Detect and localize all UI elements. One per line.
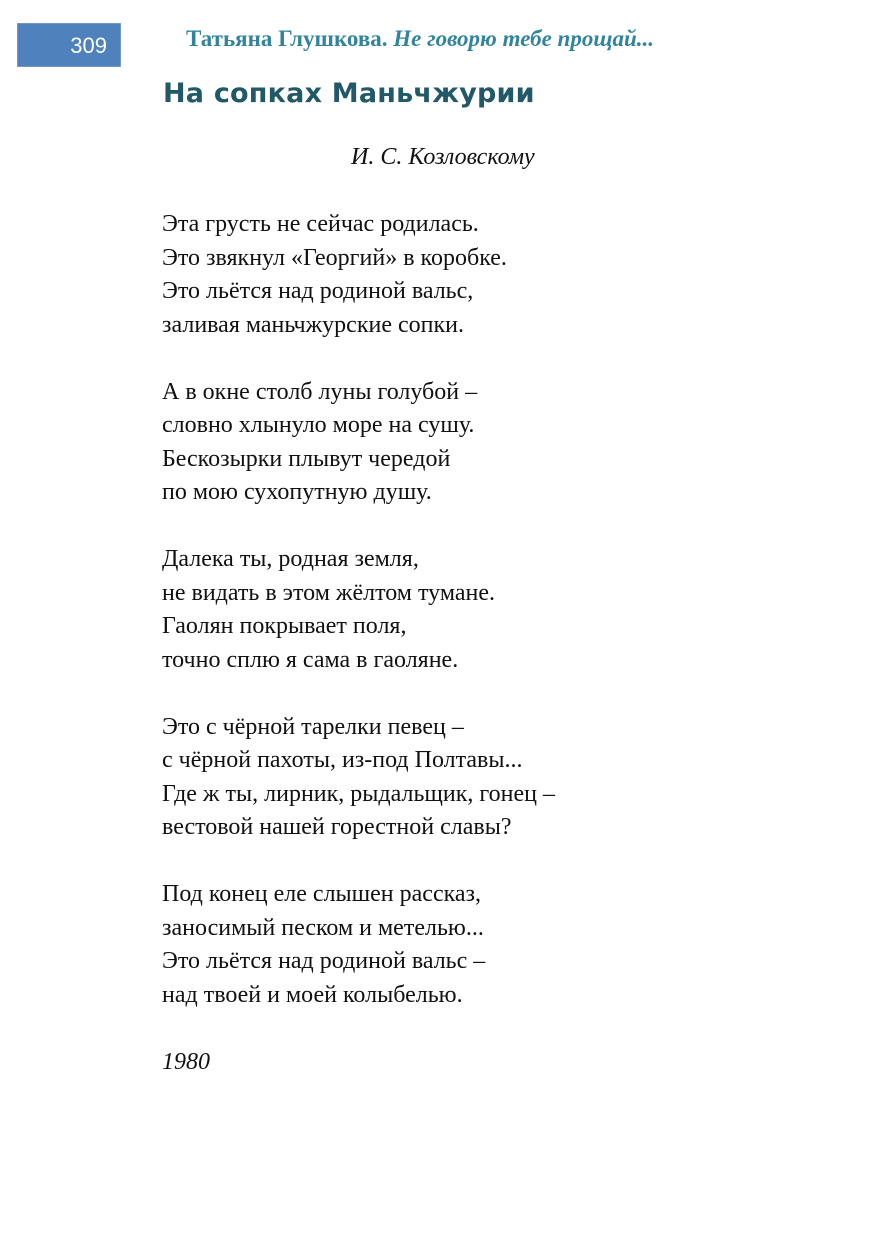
poem-dedication: И. С. Козловскому	[351, 144, 535, 170]
running-header	[186, 24, 654, 54]
poem-line: Гаолян покрывает поля,	[162, 613, 407, 639]
poem-line: Это льётся над родиной вальс –	[162, 948, 486, 974]
stanza-3	[162, 543, 555, 677]
page-number: 309	[70, 33, 107, 58]
poem-line: Это с чёрной тарелки певец –	[162, 713, 464, 740]
poem-line: над твоей и моей колыбелью.	[162, 981, 463, 1008]
poem-line: Это звякнул «Георгий» в коробке.	[162, 244, 507, 271]
stanza-2	[162, 376, 555, 510]
stanza-4	[162, 711, 555, 845]
poem-line: Бескозырки плывут чередой	[162, 445, 451, 472]
poem-line: Это льётся над родиной вальс,	[162, 278, 474, 304]
poem-line: вестовой нашей горестной славы?	[162, 814, 512, 840]
header-book-title: Не говорю тебе прощай...	[393, 26, 655, 51]
poem-line: Где ж ты, лирник, рыдальщик, гонец –	[162, 780, 555, 807]
poem-line: заносимый песком и метелью...	[162, 914, 484, 941]
poem-year: 1980	[162, 1048, 210, 1075]
header-author: Татьяна Глушкова.	[186, 26, 388, 51]
poem-line: Под конец еле слышен рассказ,	[162, 881, 482, 907]
poem-title: На сопках Маньчжурии	[163, 78, 535, 109]
stanza-5	[162, 878, 555, 1012]
poem-line: А в окне столб луны голубой –	[162, 378, 478, 405]
poem-body	[162, 208, 555, 1079]
poem-line: точно сплю я сама в гаоляне.	[162, 646, 459, 673]
poem-line: словно хлынуло море на сушу.	[162, 412, 475, 438]
stanza-1	[162, 208, 555, 342]
poem-line: Далека ты, родная земля,	[162, 546, 419, 572]
page-number-box	[17, 23, 121, 67]
poem-line: не видать в этом жёлтом тумане.	[162, 579, 496, 606]
poem-line: Эта грусть не сейчас родилась.	[162, 211, 479, 237]
poem-line: с чёрной пахоты, из-под Полтавы...	[162, 747, 523, 773]
poem-line: заливая маньчжурские сопки.	[162, 311, 464, 338]
poem-line: по мою сухопутную душу.	[162, 479, 432, 505]
